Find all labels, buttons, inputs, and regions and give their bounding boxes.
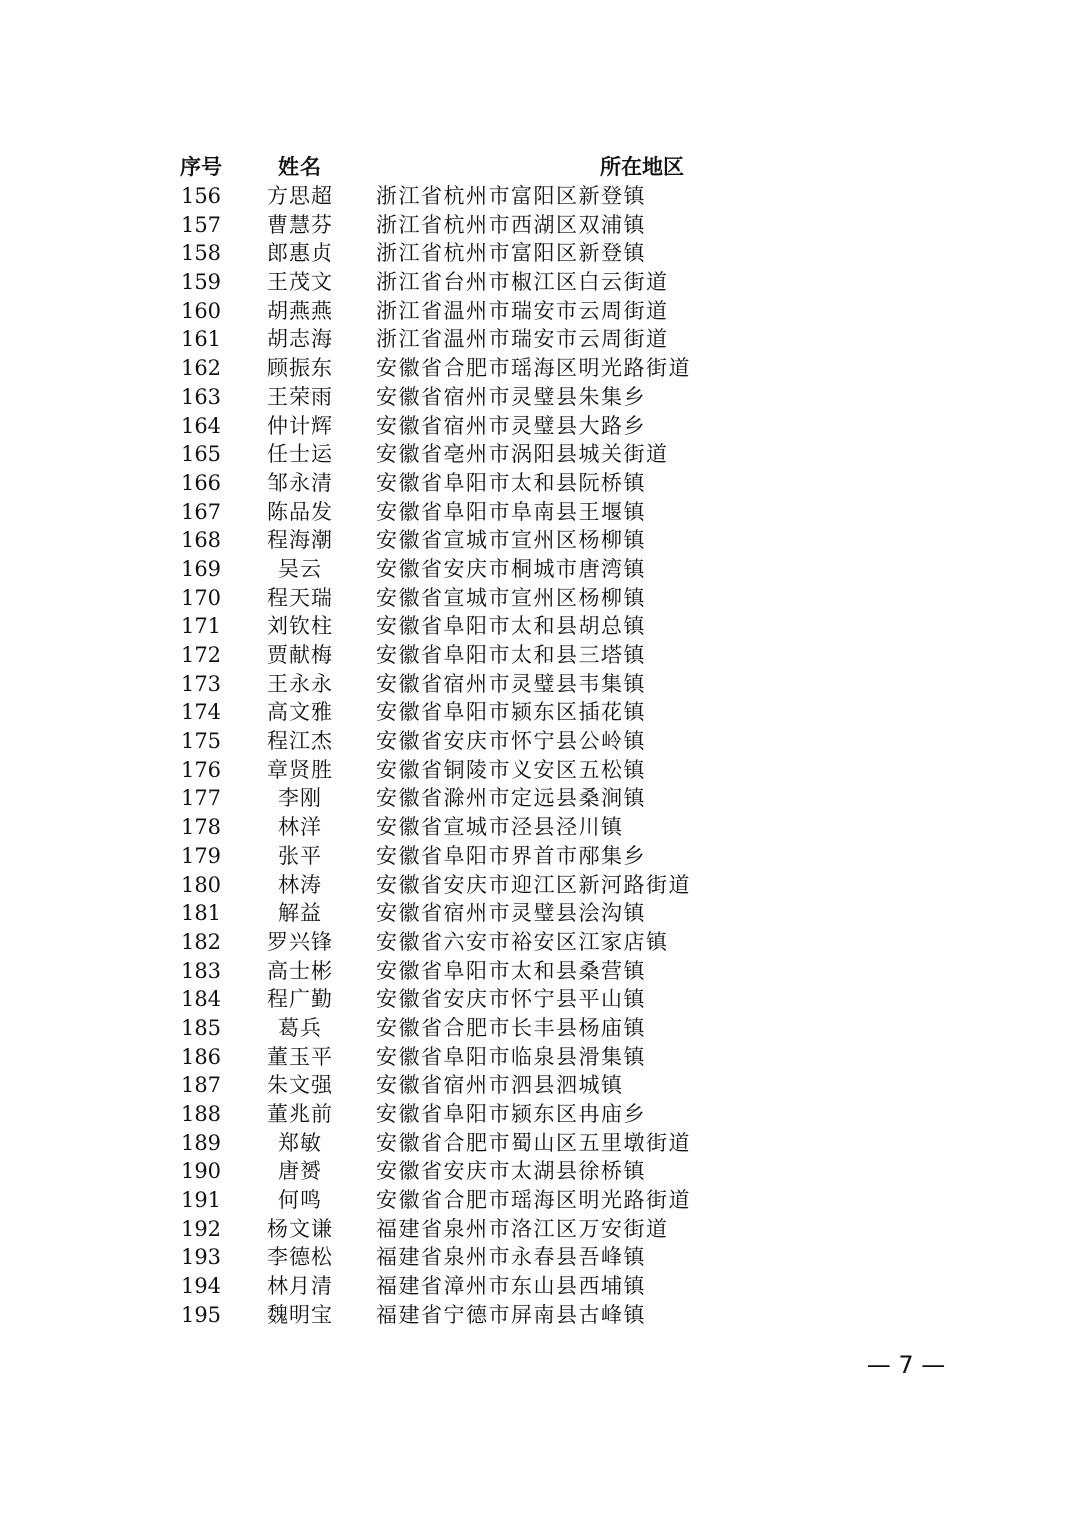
region-cell: 安徽省阜阳市太和县胡总镇 (376, 614, 646, 639)
region-cell: 安徽省合肥市长丰县杨庙镇 (376, 1015, 646, 1040)
table-row (170, 1100, 730, 1129)
name-cell: 唐赟 (278, 1159, 322, 1184)
serial-number-cell: 187 (180, 1073, 222, 1098)
name-cell: 王茂文 (267, 270, 333, 295)
table-row (170, 182, 730, 211)
serial-number-cell: 192 (180, 1216, 222, 1241)
table-row (170, 1071, 730, 1100)
table-row (170, 1186, 730, 1215)
region-cell: 安徽省宣城市泾县泾川镇 (376, 815, 624, 840)
region-cell: 安徽省滁州市定远县桑涧镇 (376, 786, 646, 811)
serial-number-cell: 185 (180, 1015, 222, 1040)
name-cell: 何鸣 (278, 1188, 322, 1213)
name-cell: 程海潮 (267, 528, 333, 553)
name-cell: 仲计辉 (267, 413, 333, 438)
name-cell: 方思超 (267, 184, 333, 208)
serial-number-cell: 157 (180, 212, 222, 237)
table-row (170, 383, 730, 412)
serial-number-cell: 173 (180, 671, 222, 696)
table-row (170, 985, 730, 1014)
name-list-table (170, 152, 730, 1330)
table-row (170, 239, 730, 268)
name-cell: 陈品发 (267, 499, 333, 524)
serial-number-cell: 158 (180, 241, 222, 266)
region-cell: 安徽省亳州市涡阳县城关街道 (376, 442, 669, 467)
name-cell: 林月清 (267, 1274, 333, 1299)
table-row (170, 784, 730, 813)
header-region: 所在地区 (600, 155, 684, 179)
serial-number-cell: 186 (180, 1044, 222, 1069)
region-cell: 安徽省安庆市迎江区新河路街道 (376, 872, 691, 897)
table-row (170, 211, 730, 240)
region-cell: 安徽省安庆市桐城市唐湾镇 (376, 556, 646, 581)
region-cell: 安徽省阜阳市临泉县滑集镇 (376, 1044, 646, 1069)
table-row (170, 1272, 730, 1301)
serial-number-cell: 180 (180, 872, 222, 897)
name-cell: 刘钦柱 (267, 614, 333, 639)
region-cell: 安徽省阜阳市颍东区插花镇 (376, 700, 646, 725)
table-row (170, 957, 730, 986)
serial-number-cell: 167 (180, 499, 222, 524)
region-cell: 安徽省安庆市怀宁县公岭镇 (376, 729, 646, 754)
serial-number-cell: 193 (180, 1245, 222, 1270)
serial-number-cell: 161 (180, 327, 222, 352)
region-cell: 安徽省安庆市怀宁县平山镇 (376, 987, 646, 1012)
serial-number-cell: 169 (180, 556, 222, 581)
table-row (170, 727, 730, 756)
serial-number-cell: 195 (180, 1302, 222, 1327)
serial-number-cell: 190 (180, 1159, 222, 1184)
name-cell: 曹慧芬 (267, 212, 333, 237)
serial-number-cell: 174 (180, 700, 222, 725)
region-cell: 安徽省宿州市灵璧县朱集乡 (376, 384, 646, 409)
table-row (170, 899, 730, 928)
header-name: 姓名 (278, 155, 322, 179)
region-cell: 浙江省杭州市富阳区新登镇 (376, 184, 646, 208)
table-row (170, 813, 730, 842)
table-row (170, 1157, 730, 1186)
region-cell: 浙江省杭州市西湖区双浦镇 (376, 212, 646, 237)
name-cell: 王荣雨 (267, 384, 333, 409)
serial-number-cell: 172 (180, 643, 222, 667)
region-cell: 福建省泉州市洛江区万安街道 (376, 1216, 669, 1241)
name-cell: 章贤胜 (267, 757, 333, 782)
serial-number-cell: 194 (180, 1274, 222, 1299)
table-body (170, 182, 730, 1330)
table-row (170, 469, 730, 498)
name-cell: 高文雅 (267, 700, 333, 725)
region-cell: 安徽省宣城市宣州区杨柳镇 (376, 528, 646, 553)
serial-number-cell: 177 (180, 786, 222, 811)
name-cell: 李德松 (267, 1245, 333, 1270)
region-cell: 安徽省宿州市灵璧县韦集镇 (376, 671, 646, 696)
table-row (170, 1301, 730, 1330)
table-row (170, 440, 730, 469)
serial-number-cell: 191 (180, 1188, 222, 1213)
serial-number-cell: 175 (180, 729, 222, 754)
table-row (170, 871, 730, 900)
region-cell: 安徽省合肥市蜀山区五里墩街道 (376, 1130, 691, 1155)
region-cell: 安徽省阜阳市界首市邴集乡 (376, 843, 646, 868)
table-row (170, 612, 730, 641)
region-cell: 安徽省合肥市瑶海区明光路街道 (376, 356, 691, 381)
name-cell: 董兆前 (267, 1102, 333, 1126)
table-row (170, 1215, 730, 1244)
serial-number-cell: 184 (180, 987, 222, 1012)
name-cell: 解益 (278, 901, 322, 926)
header-serial-number: 序号 (180, 155, 222, 179)
table-row (170, 698, 730, 727)
table-row (170, 555, 730, 584)
region-cell: 福建省漳州市东山县西埔镇 (376, 1274, 646, 1299)
name-cell: 贾献梅 (267, 643, 333, 667)
serial-number-cell: 176 (180, 757, 222, 782)
region-cell: 浙江省杭州市富阳区新登镇 (376, 241, 646, 266)
name-cell: 程江杰 (267, 729, 333, 754)
page-number: — 7 — (866, 1351, 946, 1379)
name-cell: 高士彬 (267, 958, 333, 983)
serial-number-cell: 189 (180, 1130, 222, 1155)
region-cell: 浙江省台州市椒江区白云街道 (376, 270, 669, 295)
region-cell: 安徽省铜陵市义安区五松镇 (376, 757, 646, 782)
table-row (170, 670, 730, 699)
name-cell: 魏明宝 (267, 1302, 333, 1327)
serial-number-cell: 171 (180, 614, 222, 639)
name-cell: 葛兵 (278, 1015, 322, 1040)
region-cell: 安徽省安庆市太湖县徐桥镇 (376, 1159, 646, 1184)
serial-number-cell: 162 (180, 356, 222, 381)
table-row (170, 842, 730, 871)
name-cell: 林洋 (278, 815, 322, 840)
name-cell: 王永永 (267, 671, 333, 696)
serial-number-cell: 166 (180, 470, 222, 495)
name-cell: 林涛 (278, 872, 322, 897)
region-cell: 安徽省阜阳市太和县阮桥镇 (376, 470, 646, 495)
name-cell: 李刚 (278, 786, 322, 811)
region-cell: 安徽省阜阳市太和县三塔镇 (376, 643, 646, 667)
serial-number-cell: 182 (180, 929, 222, 954)
table-row (170, 498, 730, 527)
table-row (170, 641, 730, 670)
serial-number-cell: 183 (180, 958, 222, 983)
serial-number-cell: 156 (180, 184, 222, 208)
table-row (170, 928, 730, 957)
serial-number-cell: 164 (180, 413, 222, 438)
table-row (170, 1043, 730, 1072)
table-row (170, 268, 730, 297)
region-cell: 安徽省合肥市瑶海区明光路街道 (376, 1188, 691, 1213)
region-cell: 安徽省阜阳市阜南县王堰镇 (376, 499, 646, 524)
serial-number-cell: 170 (180, 585, 222, 610)
serial-number-cell: 178 (180, 815, 222, 840)
name-cell: 顾振东 (267, 356, 333, 381)
region-cell: 安徽省阜阳市太和县桑营镇 (376, 958, 646, 983)
serial-number-cell: 179 (180, 843, 222, 868)
table-row (170, 584, 730, 613)
name-cell: 胡燕燕 (267, 298, 333, 323)
name-cell: 郑敏 (278, 1130, 322, 1155)
name-cell: 董玉平 (267, 1044, 333, 1069)
table-row (170, 325, 730, 354)
name-cell: 杨文谦 (267, 1216, 333, 1241)
region-cell: 浙江省温州市瑞安市云周街道 (376, 298, 669, 323)
name-cell: 程广勤 (267, 987, 333, 1012)
serial-number-cell: 188 (180, 1102, 222, 1126)
table-row (170, 1243, 730, 1272)
serial-number-cell: 159 (180, 270, 222, 295)
table-header-row (170, 152, 730, 182)
name-cell: 吴云 (278, 556, 322, 581)
serial-number-cell: 163 (180, 384, 222, 409)
region-cell: 安徽省阜阳市颍东区冉庙乡 (376, 1102, 646, 1126)
table-row (170, 297, 730, 326)
name-cell: 郎惠贞 (267, 241, 333, 266)
serial-number-cell: 181 (180, 901, 222, 926)
region-cell: 安徽省宣城市宣州区杨柳镇 (376, 585, 646, 610)
region-cell: 福建省泉州市永春县吾峰镇 (376, 1245, 646, 1270)
table-row (170, 526, 730, 555)
serial-number-cell: 168 (180, 528, 222, 553)
table-row (170, 412, 730, 441)
region-cell: 安徽省宿州市灵璧县大路乡 (376, 413, 646, 438)
name-cell: 邹永清 (267, 470, 333, 495)
name-cell: 张平 (278, 843, 322, 868)
name-cell: 罗兴锋 (267, 929, 333, 954)
table-row (170, 354, 730, 383)
serial-number-cell: 160 (180, 298, 222, 323)
name-cell: 任士运 (267, 442, 333, 467)
region-cell: 浙江省温州市瑞安市云周街道 (376, 327, 669, 352)
region-cell: 安徽省宿州市灵璧县浍沟镇 (376, 901, 646, 926)
region-cell: 安徽省宿州市泗县泗城镇 (376, 1073, 624, 1098)
name-cell: 朱文强 (267, 1073, 333, 1098)
table-row (170, 1014, 730, 1043)
name-cell: 程天瑞 (267, 585, 333, 610)
name-cell: 胡志海 (267, 327, 333, 352)
region-cell: 安徽省六安市裕安区江家店镇 (376, 929, 669, 954)
region-cell: 福建省宁德市屏南县古峰镇 (376, 1302, 646, 1327)
table-row (170, 756, 730, 785)
serial-number-cell: 165 (180, 442, 222, 467)
table-row (170, 1129, 730, 1158)
